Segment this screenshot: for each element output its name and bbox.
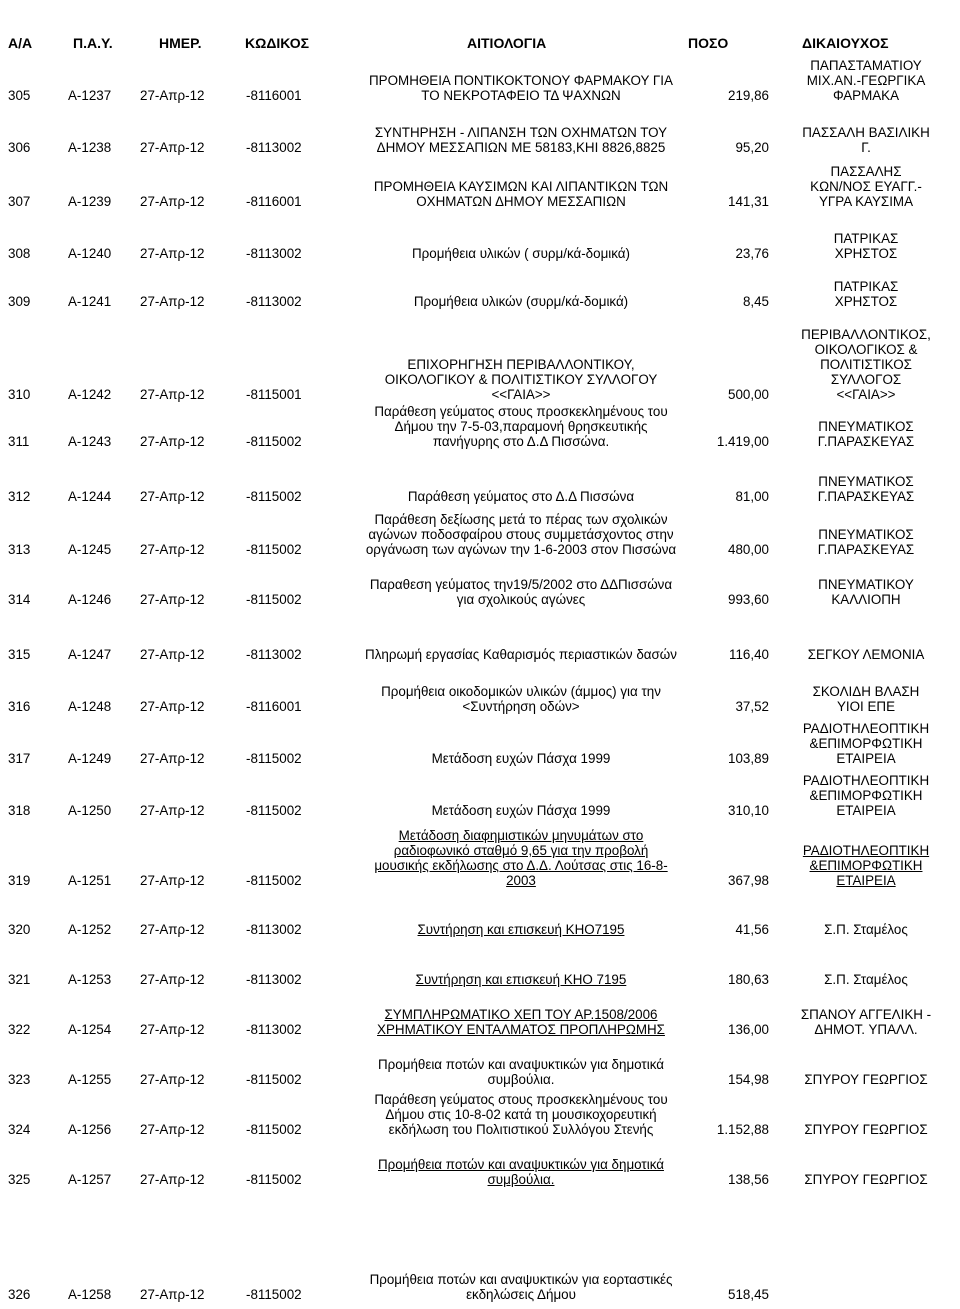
beneficiary-line: ΡΑΔΙΟΤΗΛΕΟΠΤΙΚΗ: [802, 843, 930, 858]
payment-number: Α-1250: [68, 803, 112, 818]
row-number: 306: [8, 140, 31, 155]
beneficiary-line: ΔΗΜΟΤ. ΥΠΑΛΛ.: [814, 1022, 918, 1037]
row-description: [332, 73, 710, 103]
account-code: -8115002: [246, 489, 302, 504]
table-row: [0, 1092, 960, 1137]
row-beneficiary: [780, 474, 952, 504]
description-line: Προμήθεια ποτών και αναψυκτικών για δημοτικά: [378, 1157, 664, 1172]
account-code: -8113002: [246, 140, 302, 155]
account-code: -8113002: [246, 922, 302, 937]
account-code: -8113002: [246, 1022, 302, 1037]
row-number: 307: [8, 194, 31, 209]
beneficiary-line: ΠΝΕΥΜΑΤΙΚΟΥ: [818, 577, 914, 592]
row-description: [332, 1272, 710, 1302]
beneficiary-line: ΣΠΥΡΟΥ ΓΕΩΡΓΙΟΣ: [804, 1172, 928, 1187]
account-code: -8115002: [246, 1287, 302, 1302]
row-amount: 8,45: [742, 294, 769, 309]
beneficiary-line: ΥΙΟΙ ΕΠΕ: [836, 699, 896, 714]
description-line: μουσικής εκδήλωσης στο Δ.Δ. Λούτσας στις 16-8-: [374, 858, 668, 873]
row-beneficiary: [780, 419, 952, 449]
payment-number: Α-1257: [68, 1172, 112, 1187]
row-amount: 310,10: [728, 803, 769, 818]
beneficiary-line: ΕΤΑΙΡΕΙΑ: [836, 873, 896, 888]
description-line: ΧΡΗΜΑΤΙΚΟΥ ΕΝΤΑΛΜΑΤΟΣ ΠΡΟΠΛΗΡΩΜΗΣ: [377, 1022, 665, 1037]
row-number: 310: [8, 387, 31, 402]
account-code: -8115002: [246, 1172, 302, 1187]
row-amount: 180,63: [728, 972, 769, 987]
row-description: [332, 1057, 710, 1087]
beneficiary-line: ΣΕΓΚΟΥ ΛΕΜΟΝΙΑ: [807, 647, 925, 662]
payment-number: Α-1243: [68, 434, 112, 449]
header-beneficiary: ΔΙΚΑΙΟΥΧΟΣ: [802, 35, 889, 51]
row-beneficiary: [780, 922, 952, 937]
description-line: ΣΥΝΤΗΡΗΣΗ - ΛΙΠΑΝΣΗ ΤΩΝ ΟΧΗΜΑΤΩΝ ΤΟΥ: [374, 125, 668, 140]
row-date: 27-Απρ-12: [140, 647, 205, 662]
row-amount: 103,89: [728, 751, 769, 766]
description-line: Παράθεση γεύματος στους προσκεκλημένους του: [374, 404, 668, 419]
beneficiary-line: ΠΑΠΑΣΤΑΜΑΤΙΟΥ: [810, 58, 922, 73]
payment-number: Α-1242: [68, 387, 112, 402]
row-description: [332, 828, 710, 888]
row-description: [332, 246, 710, 261]
row-number: 312: [8, 489, 31, 504]
payment-number: Α-1255: [68, 1072, 112, 1087]
row-number: 323: [8, 1072, 31, 1087]
description-line: συμβούλια.: [487, 1172, 555, 1187]
description-line: Παράθεση γεύματος στο Δ.Δ Πισσώνα: [407, 489, 635, 504]
row-description: [332, 1092, 710, 1137]
row-amount: 136,00: [728, 1022, 769, 1037]
row-beneficiary: [780, 327, 952, 402]
beneficiary-line: ΠΝΕΥΜΑΤΙΚΟΣ: [818, 527, 914, 542]
row-date: 27-Απρ-12: [140, 699, 205, 714]
payment-number: Α-1237: [68, 88, 112, 103]
payment-number: Α-1246: [68, 592, 112, 607]
header-description: ΑΙΤΙΟΛΟΓΙΑ: [467, 35, 547, 51]
row-number: 320: [8, 922, 31, 937]
account-code: -8115002: [246, 542, 302, 557]
beneficiary-line: ΠΕΡΙΒΑΛΛΟΝΤΙΚΟΣ,: [801, 327, 931, 342]
description-line: ΔΗΜΟΥ ΜΕΣΣΑΠΙΩΝ ΜΕ 58183,ΚΗΙ 8826,8825: [376, 140, 666, 155]
row-date: 27-Απρ-12: [140, 922, 205, 937]
description-line: πανήγυρης στο Δ.Δ Πισσώνα.: [432, 434, 610, 449]
beneficiary-line: ΟΙΚΟΛΟΓΙΚΟΣ &: [814, 342, 918, 357]
row-date: 27-Απρ-12: [140, 972, 205, 987]
row-date: 27-Απρ-12: [140, 873, 205, 888]
header-pay: Π.Α.Υ.: [73, 35, 113, 51]
row-number: 325: [8, 1172, 31, 1187]
description-line: Παραθεση γεύματος την19/5/2002 στο ΔΔΠισσώνα: [369, 577, 673, 592]
account-code: -8115002: [246, 592, 302, 607]
table-row: [0, 404, 960, 449]
row-description: [332, 294, 710, 309]
payment-number: Α-1253: [68, 972, 112, 987]
account-code: -8116001: [246, 88, 302, 103]
description-line: ραδιοφωνικό σταθμό 9,65 για την προβολή: [393, 843, 649, 858]
payment-number: Α-1239: [68, 194, 112, 209]
row-description: [332, 1007, 710, 1037]
account-code: -8116001: [246, 699, 302, 714]
description-line: ΟΙΚΟΛΟΓΙΚΟΥ & ΠΟΛΙΤΙΣΤΙΚΟΥ ΣΥΛΛΟΓΟΥ: [384, 372, 658, 387]
beneficiary-line: ΧΡΗΣΤΟΣ: [834, 294, 898, 309]
row-description: [332, 922, 710, 937]
description-line: ΤΟ ΝΕΚΡΟΤΑΦΕΙΟ ΤΔ ΨΑΧΝΩΝ: [421, 88, 621, 103]
table-row: [0, 115, 960, 155]
row-date: 27-Απρ-12: [140, 387, 205, 402]
table-row: [0, 164, 960, 209]
table-row: [0, 1262, 960, 1302]
row-number: 326: [8, 1287, 31, 1302]
description-line: ΠΡΟΜΗΘΕΙΑ ΠΟΝΤΙΚΟΚΤΟΝΟΥ ΦΑΡΜΑΚΟΥ ΓΙΑ: [369, 73, 673, 88]
beneficiary-line: ΕΤΑΙΡΕΙΑ: [836, 751, 896, 766]
row-description: [332, 179, 710, 209]
row-amount: 480,00: [728, 542, 769, 557]
table-row: [0, 622, 960, 662]
beneficiary-line: &ΕΠΙΜΟΡΦΩΤΙΚΗ: [809, 788, 923, 803]
beneficiary-line: ΣΠΥΡΟΥ ΓΕΩΡΓΙΟΣ: [804, 1122, 928, 1137]
beneficiary-line: ΠΑΤΡΙΚΑΣ: [833, 231, 899, 246]
row-description: [332, 489, 710, 504]
table-row: [0, 464, 960, 504]
beneficiary-line: Γ.ΠΑΡΑΣΚΕΥΑΣ: [817, 542, 915, 557]
table-row: [0, 567, 960, 607]
row-number: 322: [8, 1022, 31, 1037]
row-number: 315: [8, 647, 31, 662]
row-beneficiary: [780, 279, 952, 309]
description-line: ΟΧΗΜΑΤΩΝ ΔΗΜΟΥ ΜΕΣΣΑΠΙΩΝ: [416, 194, 626, 209]
row-description: [332, 647, 710, 662]
row-number: 319: [8, 873, 31, 888]
header-code: ΚΩΔΙΚΟΣ: [245, 35, 310, 51]
beneficiary-line: ΣΠΥΡΟΥ ΓΕΩΡΓΙΟΣ: [804, 1072, 928, 1087]
row-number: 316: [8, 699, 31, 714]
table-row: [0, 1047, 960, 1087]
row-amount: 993,60: [728, 592, 769, 607]
description-line: Συντήρηση και επισκευή ΚΗΟ7195: [417, 922, 625, 937]
beneficiary-line: ΡΑΔΙΟΤΗΛΕΟΠΤΙΚΗ: [802, 721, 930, 736]
beneficiary-line: Γ.: [861, 140, 871, 155]
account-code: -8113002: [246, 294, 302, 309]
row-date: 27-Απρ-12: [140, 489, 205, 504]
account-code: -8113002: [246, 647, 302, 662]
description-line: αγώνων ποδοσφαίρου στους συμμετάσχοντος στην: [368, 527, 674, 542]
description-line: ΕΠΙΧΟΡΗΓΗΣΗ ΠΕΡΙΒΑΛΛΟΝΤΙΚΟΥ,: [407, 357, 635, 372]
row-amount: 1.152,88: [716, 1122, 769, 1137]
row-number: 311: [8, 434, 30, 449]
beneficiary-line: ΦΑΡΜΑΚΑ: [832, 88, 900, 103]
description-line: Προμήθεια υλικών (συρμ/κά-δομικά): [413, 294, 629, 309]
row-beneficiary: [780, 164, 952, 209]
table-row: [0, 327, 960, 402]
row-amount: 41,56: [735, 922, 769, 937]
row-beneficiary: [780, 231, 952, 261]
row-amount: 81,00: [735, 489, 769, 504]
beneficiary-line: &ΕΠΙΜΟΡΦΩΤΙΚΗ: [809, 858, 923, 873]
payment-number: Α-1244: [68, 489, 112, 504]
row-amount: 219,86: [728, 88, 769, 103]
description-line: Προμήθεια οικοδομικών υλικών (άμμος) για την: [381, 684, 661, 699]
row-beneficiary: [780, 1072, 952, 1087]
description-line: Δήμου την 7-5-03,παραμονή θρησκευτικής: [394, 419, 648, 434]
description-line: οργάνωση των αγώνων την 1-6-2003 στον Πισσώνα: [365, 542, 677, 557]
row-date: 27-Απρ-12: [140, 246, 205, 261]
table-row: [0, 512, 960, 557]
row-beneficiary: [780, 1172, 952, 1187]
row-beneficiary: [780, 577, 952, 607]
row-date: 27-Απρ-12: [140, 1172, 205, 1187]
payment-number: Α-1254: [68, 1022, 112, 1037]
row-date: 27-Απρ-12: [140, 1287, 205, 1302]
description-line: Παράθεση γεύματος στους προσκεκλημένους του: [374, 1092, 668, 1107]
header-aa: Α/Α: [8, 35, 33, 51]
row-amount: 37,52: [735, 699, 769, 714]
row-beneficiary: [780, 58, 952, 103]
row-beneficiary: [780, 125, 952, 155]
row-description: [332, 357, 710, 402]
beneficiary-line: ΜΙΧ.ΑΝ.-ΓΕΩΡΓΙΚΑ: [806, 73, 926, 88]
description-line: Προμήθεια ποτών και αναψυκτικών για εορταστικές: [369, 1272, 673, 1287]
table-row: [0, 221, 960, 261]
row-beneficiary: [780, 684, 952, 714]
account-code: -8115002: [246, 803, 302, 818]
row-description: [332, 125, 710, 155]
row-description: [332, 404, 710, 449]
beneficiary-line: Γ.ΠΑΡΑΣΚΕΥΑΣ: [817, 489, 915, 504]
beneficiary-line: ΧΡΗΣΤΟΣ: [834, 246, 898, 261]
description-line: <<ΓΑΙΑ>>: [491, 387, 551, 402]
row-beneficiary: [780, 972, 952, 987]
row-description: [332, 1157, 710, 1187]
beneficiary-line: ΠΟΛΙΤΙΣΤΙΚΟΣ: [820, 357, 912, 372]
header-amount: ΠΟΣΟ: [688, 35, 729, 51]
description-line: Μετάδοση ευχών Πάσχα 1999: [431, 751, 611, 766]
row-amount: 367,98: [728, 873, 769, 888]
row-amount: 138,56: [728, 1172, 769, 1187]
account-code: -8115002: [246, 751, 302, 766]
row-amount: 1.419,00: [716, 434, 769, 449]
row-description: [332, 577, 710, 607]
row-description: [332, 751, 710, 766]
payment-number: Α-1238: [68, 140, 112, 155]
description-line: Συντήρηση και επισκευή ΚΗΟ 7195: [415, 972, 627, 987]
table-row: [0, 721, 960, 766]
beneficiary-line: Γ.ΠΑΡΑΣΚΕΥΑΣ: [817, 434, 915, 449]
description-line: Πληρωμή εργασίας Καθαρισμός περιαστικών δασών: [365, 647, 677, 662]
table-row: [0, 674, 960, 714]
account-code: -8113002: [246, 972, 302, 987]
description-line: Παράθεση δεξίωσης μετά το πέρας των σχολικών: [374, 512, 668, 527]
beneficiary-line: ΣΠΑΝΟΥ ΑΓΓΕΛΙΚΗ -: [800, 1007, 932, 1022]
row-beneficiary: [780, 1122, 952, 1137]
row-date: 27-Απρ-12: [140, 194, 205, 209]
description-line: Μετάδοση διαφημιστικών μηνυμάτων στο: [398, 828, 644, 843]
row-beneficiary: [780, 721, 952, 766]
row-date: 27-Απρ-12: [140, 592, 205, 607]
description-line: εκδήλωση του Πολιτιστικού Συλλόγου Στενής: [388, 1122, 654, 1137]
description-line: Δήμου στις 10-8-02 κατά τη μουσικοχορευτική: [385, 1107, 657, 1122]
table-row: [0, 897, 960, 937]
row-beneficiary: [780, 647, 952, 662]
account-code: -8113002: [246, 246, 302, 261]
account-code: -8115002: [246, 873, 302, 888]
payment-number: Α-1240: [68, 246, 112, 261]
row-date: 27-Απρ-12: [140, 1072, 205, 1087]
beneficiary-line: ΠΑΤΡΙΚΑΣ: [833, 279, 899, 294]
description-line: ΣΥΜΠΛΗΡΩΜΑΤΙΚΟ ΧΕΠ ΤΟΥ ΑΡ.1508/2006: [384, 1007, 658, 1022]
table-row: [0, 773, 960, 818]
description-line: συμβούλια.: [487, 1072, 555, 1087]
beneficiary-line: ΠΝΕΥΜΑΤΙΚΟΣ: [818, 474, 914, 489]
beneficiary-line: <<ΓΑΙΑ>>: [836, 387, 896, 402]
beneficiary-line: ΠΑΣΣΑΛΗ ΒΑΣΙΛΙΚΗ: [802, 125, 930, 140]
table-row: [0, 828, 960, 888]
row-date: 27-Απρ-12: [140, 88, 205, 103]
row-date: 27-Απρ-12: [140, 1122, 205, 1137]
row-date: 27-Απρ-12: [140, 803, 205, 818]
payment-number: Α-1251: [68, 873, 112, 888]
row-number: 305: [8, 88, 31, 103]
payment-number: Α-1252: [68, 922, 112, 937]
row-number: 313: [8, 542, 31, 557]
beneficiary-line: Σ.Π. Σταμέλος: [824, 922, 908, 937]
payment-number: Α-1249: [68, 751, 112, 766]
account-code: -8115002: [246, 1122, 302, 1137]
row-number: 324: [8, 1122, 31, 1137]
row-number: 308: [8, 246, 31, 261]
account-code: -8115002: [246, 434, 302, 449]
row-amount: 518,45: [728, 1287, 769, 1302]
row-date: 27-Απρ-12: [140, 434, 205, 449]
account-code: -8115001: [246, 387, 302, 402]
header-date: ΗΜΕΡ.: [159, 35, 202, 51]
beneficiary-line: ΕΤΑΙΡΕΙΑ: [836, 803, 896, 818]
description-line: Προμήθεια ποτών και αναψυκτικών για δημοτικά: [378, 1057, 664, 1072]
row-description: [332, 972, 710, 987]
payment-number: Α-1258: [68, 1287, 112, 1302]
row-description: [332, 684, 710, 714]
table-row: [0, 997, 960, 1037]
table-row: [0, 947, 960, 987]
row-date: 27-Απρ-12: [140, 1022, 205, 1037]
row-number: 314: [8, 592, 31, 607]
row-number: 318: [8, 803, 31, 818]
row-date: 27-Απρ-12: [140, 751, 205, 766]
beneficiary-line: ΚΑΛΛΙΟΠΗ: [831, 592, 901, 607]
row-description: [332, 803, 710, 818]
payment-number: Α-1248: [68, 699, 112, 714]
beneficiary-line: ΣΥΛΛΟΓΟΣ: [830, 372, 902, 387]
beneficiary-line: ΣΚΟΛΙΔΗ ΒΛΑΣΗ: [812, 684, 920, 699]
description-line: 2003: [506, 873, 536, 888]
account-code: -8116001: [246, 194, 302, 209]
payment-number: Α-1256: [68, 1122, 112, 1137]
row-beneficiary: [780, 773, 952, 818]
description-line: Προμήθεια υλικών ( συρμ/κά-δομικά): [411, 246, 631, 261]
row-date: 27-Απρ-12: [140, 542, 205, 557]
row-amount: 154,98: [728, 1072, 769, 1087]
row-description: [332, 512, 710, 557]
row-beneficiary: [780, 527, 952, 557]
beneficiary-line: &ΕΠΙΜΟΡΦΩΤΙΚΗ: [809, 736, 923, 751]
payment-number: Α-1245: [68, 542, 112, 557]
beneficiary-line: ΠΝΕΥΜΑΤΙΚΟΣ: [818, 419, 914, 434]
description-line: ΠΡΟΜΗΘΕΙΑ ΚΑΥΣΙΜΩΝ ΚΑΙ ΛΙΠΑΝΤΙΚΩΝ ΤΩΝ: [373, 179, 669, 194]
description-line: εκδηλώσεις Δήμου: [466, 1287, 576, 1302]
row-amount: 116,40: [729, 647, 769, 662]
table-row: [0, 1147, 960, 1187]
beneficiary-line: ΚΩΝ/ΝΟΣ ΕΥΑΓΓ.-: [810, 179, 922, 194]
payment-number: Α-1241: [68, 294, 112, 309]
description-line: για σχολικούς αγώνες: [456, 592, 586, 607]
row-amount: 500,00: [728, 387, 769, 402]
payment-number: Α-1247: [68, 647, 112, 662]
row-number: 317: [8, 751, 31, 766]
row-amount: 23,76: [735, 246, 769, 261]
beneficiary-line: ΥΓΡΑ ΚΑΥΣΙΜΑ: [818, 194, 914, 209]
row-beneficiary: [780, 1007, 952, 1037]
beneficiary-line: ΠΑΣΣΑΛΗΣ: [830, 164, 902, 179]
description-line: <Συντήρηση οδών>: [462, 699, 580, 714]
row-amount: 95,20: [735, 140, 769, 155]
row-beneficiary: [780, 843, 952, 888]
beneficiary-line: Σ.Π. Σταμέλος: [824, 972, 908, 987]
row-number: 309: [8, 294, 31, 309]
row-date: 27-Απρ-12: [140, 294, 205, 309]
table-row: [0, 58, 960, 103]
row-number: 321: [8, 972, 31, 987]
description-line: Μετάδοση ευχών Πάσχα 1999: [431, 803, 611, 818]
account-code: -8115002: [246, 1072, 302, 1087]
row-date: 27-Απρ-12: [140, 140, 205, 155]
row-amount: 141,31: [728, 194, 769, 209]
table-row: [0, 269, 960, 309]
beneficiary-line: ΡΑΔΙΟΤΗΛΕΟΠΤΙΚΗ: [802, 773, 930, 788]
